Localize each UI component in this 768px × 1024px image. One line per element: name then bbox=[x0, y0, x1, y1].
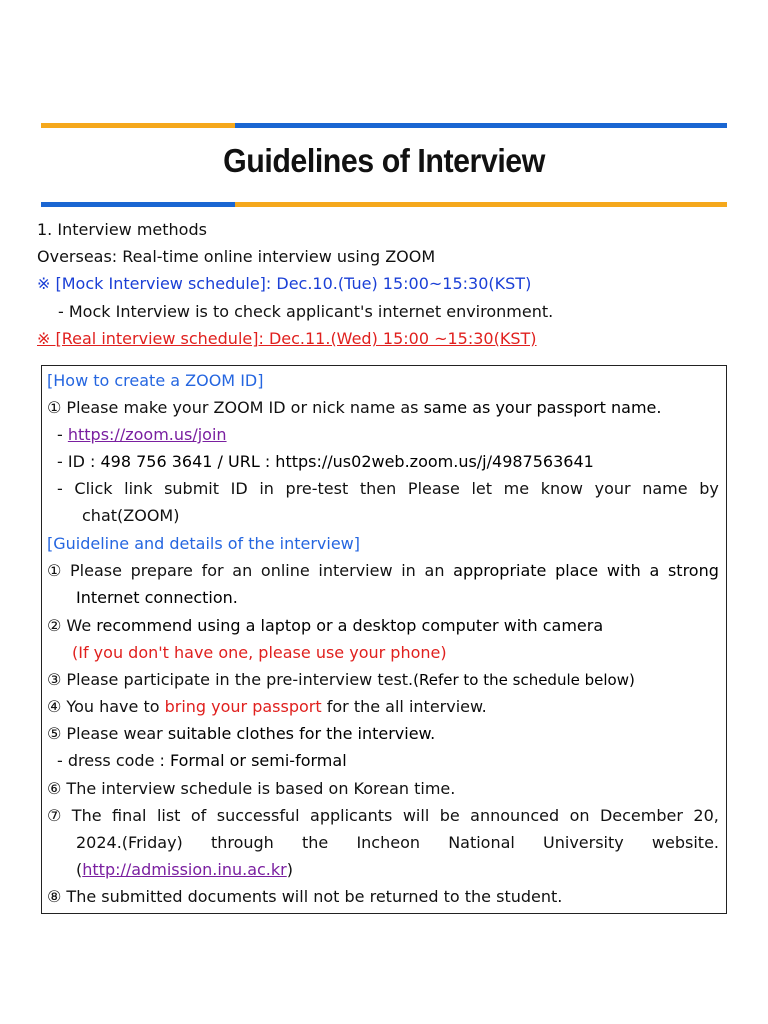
word: be bbox=[439, 806, 460, 825]
guide-step-2-note: (If you don't have one, please use your phone) bbox=[72, 643, 447, 662]
word: 20, bbox=[693, 806, 719, 825]
zoom-click-line bbox=[57, 479, 719, 498]
guidelines-box bbox=[41, 365, 727, 914]
word: - bbox=[57, 479, 63, 498]
word: website. bbox=[651, 833, 719, 852]
guide-step-5-emphasis: suitable clothes for the interview. bbox=[167, 724, 436, 743]
admission-link[interactable]: http://admission.inu.ac.kr bbox=[82, 860, 287, 879]
word: will bbox=[402, 806, 430, 825]
guide-step-7 bbox=[47, 806, 719, 825]
zoom-id-label: - ID : bbox=[57, 452, 101, 471]
link-close-paren: ) bbox=[286, 860, 293, 879]
word: successful bbox=[216, 806, 300, 825]
zoom-step-1-text: ① Please make your ZOOM ID or nick name as bbox=[47, 398, 424, 417]
guide-step-4-text: ④ You have to bbox=[47, 697, 165, 716]
word: ① bbox=[47, 561, 62, 580]
word: with bbox=[606, 561, 641, 580]
word: me bbox=[503, 479, 530, 498]
page-title: Guidelines of Interview bbox=[223, 142, 545, 179]
word: prepare bbox=[130, 561, 193, 580]
word: list bbox=[156, 806, 181, 825]
guide-step-4-emphasis: bring your passport bbox=[164, 697, 322, 716]
word: Click bbox=[74, 479, 113, 498]
word: announced bbox=[470, 806, 560, 825]
word: final bbox=[112, 806, 147, 825]
section-heading: 1. Interview methods bbox=[37, 220, 207, 239]
guide-step-2-emphasis: recommend using a laptop or a desktop computer with camera bbox=[96, 616, 604, 635]
zoom-step-1 bbox=[47, 398, 661, 417]
word: an bbox=[232, 561, 253, 580]
dress-code-line bbox=[57, 751, 347, 770]
word: Incheon bbox=[356, 833, 421, 852]
link-open-paren: ( bbox=[76, 860, 83, 879]
guide-step-1-cont: Internet connection. bbox=[76, 588, 238, 607]
word: strong bbox=[667, 561, 719, 580]
word: 2024.(Friday) bbox=[76, 833, 183, 852]
word: December bbox=[599, 806, 683, 825]
word: name bbox=[642, 479, 688, 498]
word: let bbox=[471, 479, 493, 498]
word: then bbox=[359, 479, 397, 498]
word: in bbox=[401, 561, 416, 580]
word: The bbox=[71, 806, 102, 825]
guide-step-7-link-line bbox=[76, 860, 293, 879]
word: for bbox=[201, 561, 224, 580]
guide-step-1 bbox=[47, 561, 719, 580]
bottom-divider-bar bbox=[41, 202, 727, 207]
word: a bbox=[649, 561, 660, 580]
top-divider-bar bbox=[41, 123, 727, 128]
guide-step-3-emphasis: (Refer to the schedule below) bbox=[413, 671, 635, 689]
word: through bbox=[210, 833, 274, 852]
zoom-id-value: 498 756 3641 / URL : https://us02web.zoom.us/j/4987563641 bbox=[100, 452, 594, 471]
guide-step-3 bbox=[47, 670, 635, 689]
word: place bbox=[555, 561, 599, 580]
guide-step-5-text: ⑤ Please wear bbox=[47, 724, 168, 743]
zoom-click-line-2: chat(ZOOM) bbox=[82, 506, 180, 525]
guide-step-3-text: ③ Please participate in the pre-interview test. bbox=[47, 670, 414, 689]
word: by bbox=[699, 479, 719, 498]
word: Please bbox=[407, 479, 460, 498]
zoom-link-dash: - bbox=[57, 425, 68, 444]
zoom-id-line bbox=[57, 452, 594, 471]
guide-step-4 bbox=[47, 697, 487, 716]
zoom-join-link[interactable]: https://zoom.us/join bbox=[67, 425, 227, 444]
guide-step-7-cont bbox=[76, 833, 719, 852]
word: National bbox=[448, 833, 515, 852]
word: online bbox=[260, 561, 310, 580]
word: applicants bbox=[310, 806, 393, 825]
guide-step-2-text: ② We bbox=[47, 616, 97, 635]
word: an bbox=[424, 561, 445, 580]
word: Please bbox=[70, 561, 122, 580]
guide-step-6: ⑥ The interview schedule is based on Korean time. bbox=[47, 779, 456, 798]
word: ID bbox=[230, 479, 248, 498]
zoom-link-line bbox=[57, 425, 227, 444]
word: appropriate bbox=[453, 561, 547, 580]
guide-step-2 bbox=[47, 616, 603, 635]
real-schedule: ※ [Real interview schedule]: Dec.11.(Wed) 15:00 ~15:30(KST) bbox=[37, 329, 537, 348]
dress-code-value: Formal or semi-formal bbox=[170, 751, 347, 770]
word: the bbox=[302, 833, 329, 852]
word: University bbox=[543, 833, 624, 852]
word: pre-test bbox=[285, 479, 349, 498]
zoom-step-1-emphasis: same as your passport name. bbox=[423, 398, 662, 417]
mock-note: - Mock Interview is to check applicant's internet environment. bbox=[58, 302, 554, 321]
word: in bbox=[259, 479, 274, 498]
word: submit bbox=[164, 479, 220, 498]
word: on bbox=[569, 806, 590, 825]
word: of bbox=[190, 806, 207, 825]
dress-code-label: - dress code : bbox=[57, 751, 170, 770]
word: know bbox=[540, 479, 583, 498]
guide-step-8: ⑧ The submitted documents will not be returned to the student. bbox=[47, 887, 563, 906]
guide-header: [Guideline and details of the interview] bbox=[47, 534, 360, 553]
mock-schedule: ※ [Mock Interview schedule]: Dec.10.(Tue) 15:00~15:30(KST) bbox=[37, 274, 532, 293]
word: your bbox=[594, 479, 631, 498]
guide-step-5 bbox=[47, 724, 435, 743]
zoom-header: [How to create a ZOOM ID] bbox=[47, 371, 264, 390]
guide-step-4-tail: for the all interview. bbox=[321, 697, 487, 716]
word: link bbox=[124, 479, 153, 498]
overseas-method: Overseas: Real-time online interview using ZOOM bbox=[37, 247, 436, 266]
word: ⑦ bbox=[47, 806, 62, 825]
word: interview bbox=[318, 561, 393, 580]
